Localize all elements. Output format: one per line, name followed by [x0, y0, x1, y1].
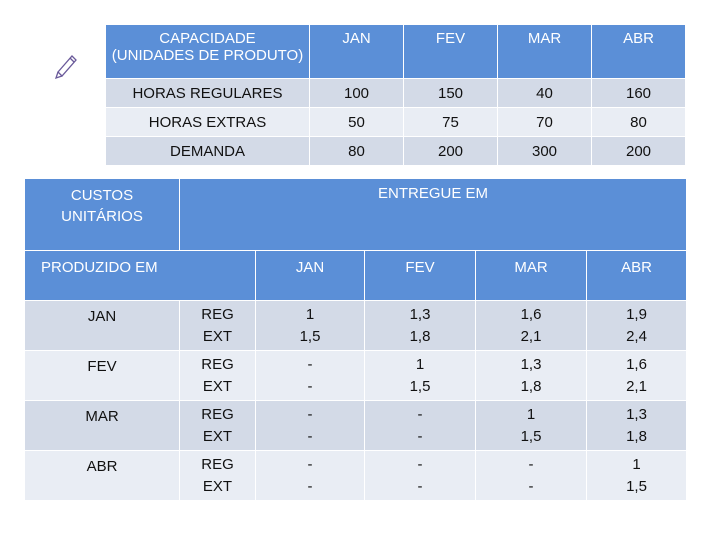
production-month: MAR	[25, 401, 180, 451]
ext-cost: -	[528, 477, 534, 495]
reg-ext-labels	[180, 451, 256, 501]
table-row	[106, 79, 686, 108]
delivery-month-header: FEV	[365, 251, 476, 301]
reg-ext-labels	[180, 401, 256, 451]
cost-cell	[476, 451, 587, 501]
reg-label: REG	[201, 355, 234, 373]
ext-cost: 1,5	[626, 477, 647, 495]
table-cell: 200	[404, 137, 498, 166]
reg-cost: 1	[305, 305, 315, 323]
ext-label: EXT	[202, 427, 233, 445]
reg-label: REG	[201, 305, 234, 323]
table-cell: 150	[404, 79, 498, 108]
table-row	[25, 301, 687, 351]
reg-cost: 1,6	[626, 355, 647, 373]
cost-cell	[256, 451, 365, 501]
production-month: JAN	[25, 301, 180, 351]
cost-cell	[476, 401, 587, 451]
cost-cell	[365, 351, 476, 401]
reg-ext-labels	[180, 301, 256, 351]
cost-cell	[256, 401, 365, 451]
ext-cost: 2,4	[626, 327, 647, 345]
reg-ext-labels	[180, 351, 256, 401]
ext-cost: -	[307, 377, 313, 395]
capacity-header	[106, 25, 310, 79]
production-month: FEV	[25, 351, 180, 401]
table-row	[106, 137, 686, 166]
ext-cost: -	[417, 427, 423, 445]
row-label: DEMANDA	[106, 137, 310, 166]
ext-cost: 1,5	[409, 377, 431, 395]
table-row	[106, 108, 686, 137]
reg-label: REG	[201, 455, 234, 473]
delivery-month-header: MAR	[476, 251, 587, 301]
unit-cost-table	[24, 178, 687, 501]
table-row	[25, 351, 687, 401]
unit-costs-line1: CUSTOS	[70, 187, 134, 204]
table-cell: 300	[498, 137, 592, 166]
capacity-month-header: MAR	[498, 25, 592, 79]
cost-cell	[256, 351, 365, 401]
produced-in-header: PRODUZIDO EM	[25, 251, 256, 301]
ext-cost: 2,1	[626, 377, 647, 395]
ext-cost: 1,8	[520, 377, 542, 395]
ext-label: EXT	[202, 477, 233, 495]
capacity-month-header: ABR	[592, 25, 686, 79]
delivery-month-header: ABR	[587, 251, 687, 301]
reg-cost: -	[528, 455, 534, 473]
row-label: HORAS EXTRAS	[106, 108, 310, 137]
table-cell: 80	[592, 108, 686, 137]
capacity-month-header: JAN	[310, 25, 404, 79]
cost-cell	[587, 401, 687, 451]
delivery-month-header: JAN	[256, 251, 365, 301]
unit-costs-header	[25, 179, 180, 251]
ext-cost: -	[417, 477, 423, 495]
ext-cost: 1,5	[520, 427, 542, 445]
table-cell: 50	[310, 108, 404, 137]
reg-cost: -	[307, 355, 313, 373]
table-row	[25, 401, 687, 451]
table-cell: 75	[404, 108, 498, 137]
pencil-icon	[52, 50, 82, 80]
capacity-month-header: FEV	[404, 25, 498, 79]
cost-cell	[587, 301, 687, 351]
reg-cost: -	[417, 455, 423, 473]
cost-cell	[476, 351, 587, 401]
table-cell: 100	[310, 79, 404, 108]
table-cell: 160	[592, 79, 686, 108]
reg-cost: -	[307, 405, 313, 423]
reg-cost: 1	[632, 455, 641, 473]
table-cell: 200	[592, 137, 686, 166]
cost-cell	[587, 351, 687, 401]
ext-cost: 2,1	[520, 327, 542, 345]
row-label: HORAS REGULARES	[106, 79, 310, 108]
cost-cell	[365, 401, 476, 451]
ext-cost: 1,5	[299, 327, 321, 345]
cost-cell	[256, 301, 365, 351]
ext-cost: 1,8	[626, 427, 647, 445]
capacity-header-line1: CAPACIDADE	[159, 30, 256, 47]
reg-cost: 1,9	[626, 305, 647, 323]
reg-cost: -	[307, 455, 313, 473]
reg-cost: 1,3	[520, 355, 542, 373]
ext-label: EXT	[202, 377, 233, 395]
reg-cost: 1	[526, 405, 536, 423]
production-month: ABR	[25, 451, 180, 501]
ext-cost: -	[307, 477, 313, 495]
cost-cell	[587, 451, 687, 501]
capacity-header-line2: (UNIDADES DE PRODUTO)	[111, 47, 304, 64]
unit-costs-line2: UNITÁRIOS	[61, 208, 143, 225]
cost-cell	[365, 451, 476, 501]
delivered-in-header: ENTREGUE EM	[180, 179, 687, 251]
table-cell: 80	[310, 137, 404, 166]
reg-cost: 1	[415, 355, 425, 373]
reg-cost: 1,6	[520, 305, 542, 323]
table-cell: 70	[498, 108, 592, 137]
cost-cell	[476, 301, 587, 351]
reg-cost: -	[417, 405, 423, 423]
reg-label: REG	[201, 405, 234, 423]
reg-cost: 1,3	[626, 405, 647, 423]
reg-cost: 1,3	[409, 305, 431, 323]
capacity-table	[105, 24, 686, 166]
ext-cost: -	[307, 427, 313, 445]
ext-label: EXT	[202, 327, 233, 345]
table-row	[25, 451, 687, 501]
cost-cell	[365, 301, 476, 351]
ext-cost: 1,8	[409, 327, 431, 345]
table-cell: 40	[498, 79, 592, 108]
